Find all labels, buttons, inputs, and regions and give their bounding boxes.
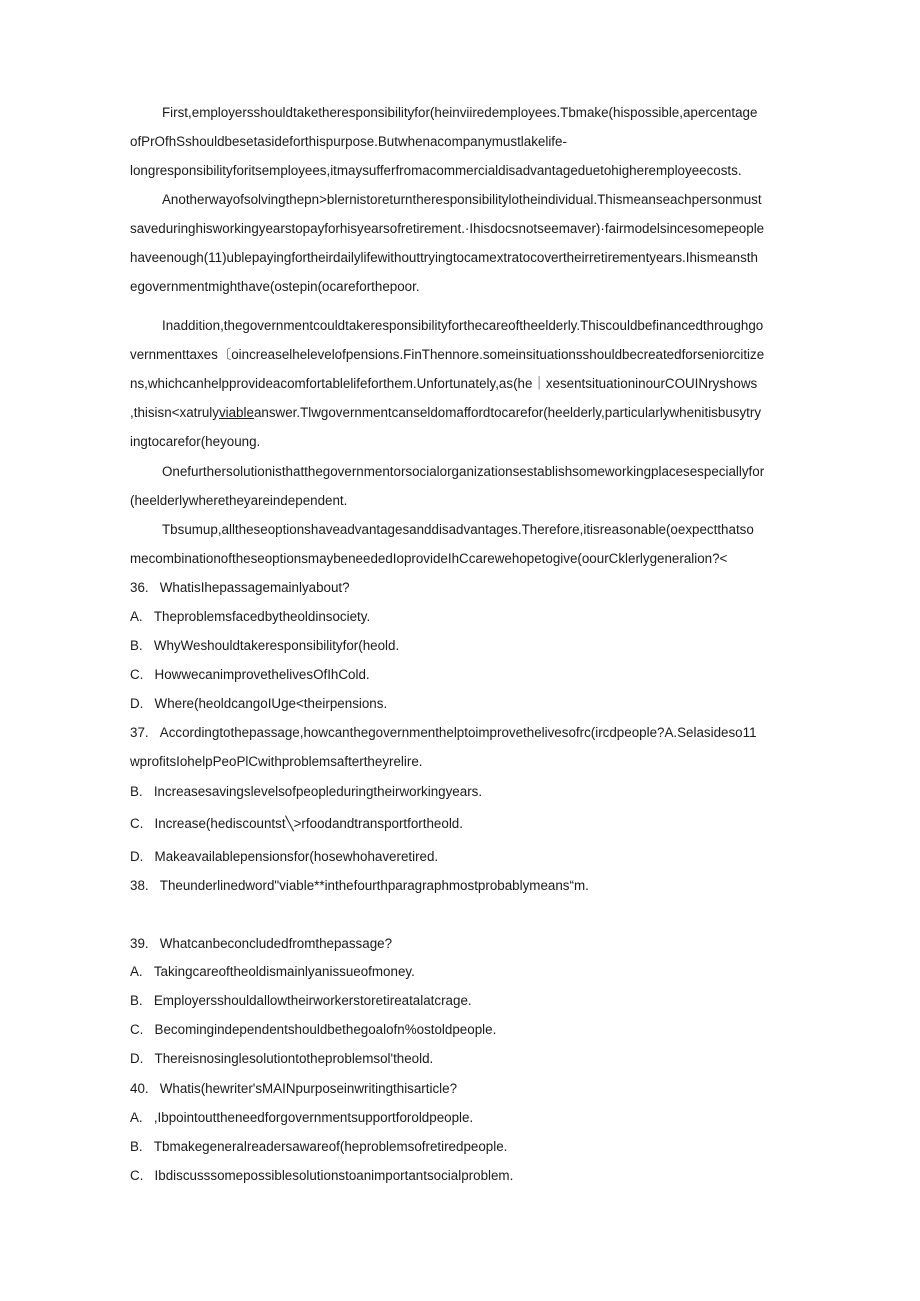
passage-p3-line4-before: ,thisisn<xatruly bbox=[130, 405, 219, 420]
question-36-option-b: B. WhyWeshouldtakeresponsibilityfor(heold. bbox=[130, 638, 400, 653]
question-39-option-a: A. Takingcareoftheoldismainlyanissueofmoney. bbox=[130, 964, 415, 979]
underlined-word-viable: viable bbox=[218, 405, 254, 420]
question-40-stem: 40. Whatis(hewriter'sMAINpurposeinwritingthisarticle? bbox=[130, 1081, 458, 1096]
question-36-stem: 36. WhatisIhepassagemainlyabout? bbox=[130, 580, 350, 595]
passage-p3-line5: ingtocarefor(heyoung. bbox=[130, 434, 261, 449]
question-37-option-b: B. Increasesavingslevelsofpeopleduringtheirworkingyears. bbox=[130, 784, 483, 799]
question-37-stem-continued: wprofitsIohelpPeoPlCwithproblemsaftertheyrelire. bbox=[130, 754, 423, 769]
passage-p1-line1: First,employersshouldtaketheresponsibilityfor(heinviiredemployees.Tbmake(hispossible,apercentage bbox=[162, 105, 758, 120]
question-37-option-c: C. Increase(hediscountst╲>rfoodandtransportfortheold. bbox=[130, 816, 463, 831]
passage-p2-line2: saveduringhisworkingyearstopayforhisyearsofretirement.·Ihisdocsnotseemaver)·fairmodelsincesomepeople bbox=[130, 221, 765, 236]
passage-p3-line3: ns,whichcanhelpprovideacomfortablelifeforthem.Unfortunately,as(he｜xesentsituationinourCOUINryshows bbox=[130, 376, 758, 391]
question-37-option-d: D. Makeavailablepensionsfor(hosewhohaveretired. bbox=[130, 849, 439, 864]
passage-p4-line2: (heelderlywheretheyareindependent. bbox=[130, 493, 348, 508]
question-38-stem: 38. Theunderlinedword"viable**inthefourthparagraphmostprobablymeans“m. bbox=[130, 878, 589, 893]
passage-p2-line3: haveenough(11)ublepayingfortheirdailylifewithouttryingtocamextratocovertheirretirementyears.Ihismeansth bbox=[130, 250, 758, 265]
passage-p3-line4 bbox=[130, 404, 790, 422]
question-39-option-c: C. Becomingindependentshouldbethegoalofn%ostoldpeople. bbox=[130, 1022, 497, 1037]
question-39-option-d: D. Thereisnosinglesolutiontotheproblemsol'theold. bbox=[130, 1051, 434, 1066]
passage-p1-line2: ofPrOfhSshouldbesetasideforthispurpose.Butwhenacompanymustlakelife- bbox=[130, 134, 567, 149]
question-36-option-c: C. HowwecanimprovethelivesOfIhCold. bbox=[130, 667, 370, 682]
question-36-option-a: A. Theproblemsfacedbytheoldinsociety. bbox=[130, 609, 371, 624]
question-40-option-b: B. Tbmakegeneralreadersawareof(heproblemsofretiredpeople. bbox=[130, 1139, 508, 1154]
passage-p3-line4-after: answer.Tlwgovernmentcanseldomaffordtocarefor(heelderly,particularlywhenitisbusytry bbox=[253, 405, 762, 420]
passage-p2-line1: Anotherwayofsolvingthepn>blernistoreturntheresponsibilitylotheindividual.Thismeanseachpersonmust bbox=[162, 192, 762, 207]
question-39-option-b: B. Employersshouldallowtheirworkerstoretireatalatcrage. bbox=[130, 993, 472, 1008]
question-39-stem: 39. Whatcanbeconcludedfromthepassage? bbox=[130, 936, 393, 951]
question-36-option-d: D. Where(heoldcangoIUge<theirpensions. bbox=[130, 696, 388, 711]
question-40-option-a: A. ,Ibpointouttheneedforgovernmentsupportforoldpeople. bbox=[130, 1110, 474, 1125]
passage-p2-line4: egovernmentmighthave(ostepin(ocareforthepoor. bbox=[130, 279, 420, 294]
question-37-stem: 37. Accordingtothepassage,howcanthegovernmenthelptoimprovethelivesofrc(ircdpeople?A.Selasideso11 bbox=[130, 725, 757, 740]
passage-p5-line2: mecombinationoftheseoptionsmaybeneededIoprovideIhCcarewehopetogive(oourCklerlygeneralion?< bbox=[130, 551, 728, 566]
passage-p1-line3: longresponsibilityforitsemployees,itmaysufferfromacommercialdisadvantageduetohigheremployeecosts. bbox=[130, 163, 742, 178]
passage-p3-line1: Inaddition,thegovernmentcouldtakeresponsibilityforthecareoftheelderly.Thiscouldbefinancedthroughgo bbox=[162, 318, 764, 333]
passage-p4-line1: Onefurthersolutionisthatthegovernmentorsocialorganizationsestablishsomeworkingplacesespeciallyfor bbox=[162, 464, 765, 479]
passage-p5-line1: Tbsumup,alltheseoptionshaveadvantagesanddisadvantages.Therefore,itisreasonable(oexpectthatso bbox=[162, 522, 754, 537]
question-40-option-c: C. Ibdiscusssomepossiblesolutionstoanimportantsocialproblem. bbox=[130, 1168, 514, 1183]
passage-p3-line2: vernmenttaxes〔oincreaselhelevelofpensions.FinThennore.someinsituationsshouldbecreatedforseniorcitize bbox=[130, 347, 765, 362]
